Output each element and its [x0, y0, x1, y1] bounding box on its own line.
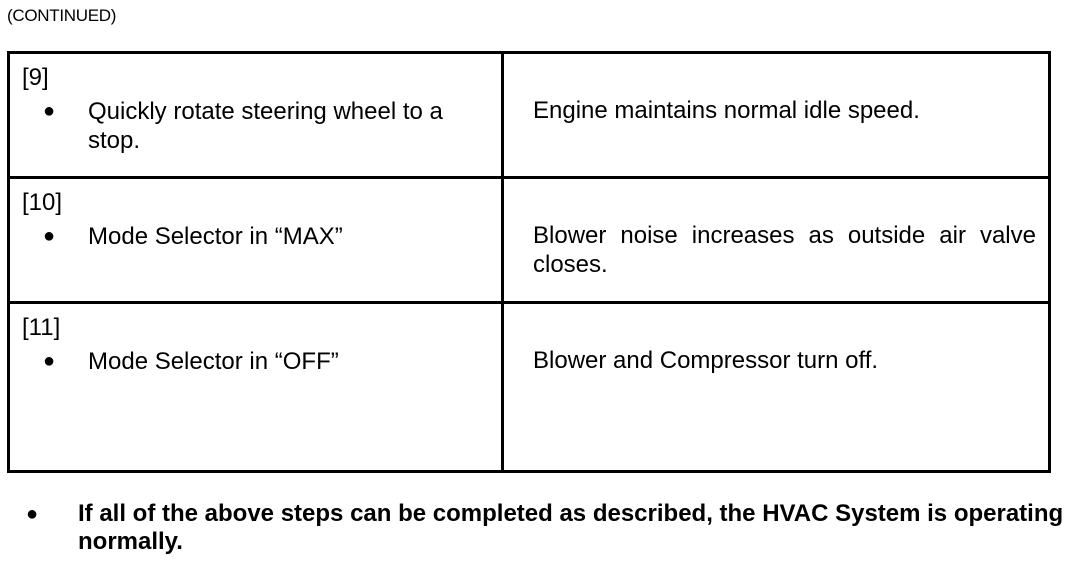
step-number: [11] — [22, 314, 61, 341]
bullet-icon: ● — [42, 350, 56, 372]
bullet-icon: ● — [42, 225, 56, 247]
step-result: Blower and Compressor turn off. — [533, 347, 879, 374]
step-cell — [9, 178, 503, 303]
step-action-item — [10, 97, 501, 161]
table-row — [9, 53, 1050, 178]
procedure-table — [7, 51, 1051, 473]
continued-label: (CONTINUED) — [7, 6, 117, 25]
step-action: Mode Selector in “OFF” — [88, 348, 339, 375]
conclusion-text: If all of the above steps can be completed as described, the HVAC System is operating normally. — [78, 500, 1064, 555]
result-cell — [503, 178, 1050, 303]
step-result: Blower noise increases as outside air valve closes. — [533, 222, 1036, 278]
step-action-item — [10, 347, 501, 382]
bullet-icon: ● — [26, 503, 39, 525]
step-cell — [9, 53, 503, 178]
result-cell — [503, 303, 1050, 472]
bullet-icon: ● — [42, 100, 56, 122]
table-row — [9, 303, 1050, 472]
result-cell — [503, 53, 1050, 178]
table-row — [9, 178, 1050, 303]
step-result: Engine maintains normal idle speed. — [533, 97, 920, 124]
step-action: Mode Selector in “MAX” — [88, 223, 343, 250]
step-action-item — [10, 222, 501, 257]
conclusion-note — [24, 500, 1064, 556]
step-action: Quickly rotate steering wheel to a stop. — [88, 98, 443, 154]
step-number: [10] — [22, 189, 63, 216]
step-cell — [9, 303, 503, 472]
step-number: [9] — [22, 64, 49, 91]
